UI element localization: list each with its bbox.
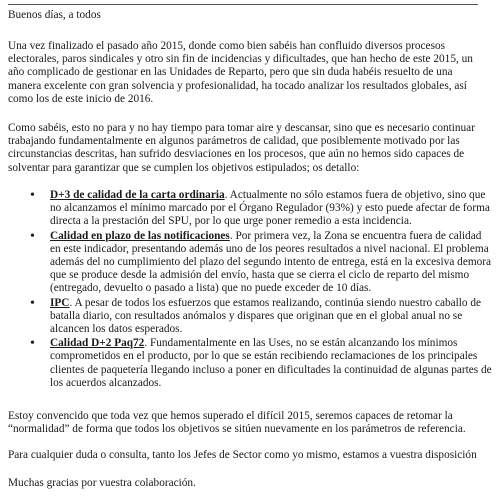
bullet-icon: • xyxy=(30,228,35,244)
paragraph-closing: Estoy convencido que toda vez que hemos superado el difícil 2015, seremos capaces de retomar la “normalidad” de forma que todos los objetivos se sitúen nuevamente en los parámetros de referencia. xyxy=(8,410,466,436)
paragraph-thanks: Muchas gracias por vuestra colaboración. xyxy=(8,477,196,489)
issue-title: D+3 de calidad de la carta ordinaria xyxy=(50,189,225,201)
top-rule xyxy=(8,4,478,5)
bullet-icon: • xyxy=(30,188,35,203)
list-item xyxy=(30,230,492,296)
issue-text: . Por primera vez, la Zona se encuentra fuera de calidad en este indicador, presentando además uno de los peores resultados a nivel nacional. El problema además del no cumplimiento del plazo del segundo intento de entrega, está en la excesiva demora que se produce desde la admisión del envío, hasta que se cierra el ciclo de reparto del mismo (entregado, devuelto o pasado a lista) que no puede exceder de 10 días. xyxy=(50,229,492,295)
bullet-icon: • xyxy=(30,336,35,352)
list-item xyxy=(30,337,492,390)
paragraph-contact: Para cualquier duda o consulta, tanto los Jefes de Sector como yo mismo, estamos a vuestra disposición xyxy=(8,449,477,461)
issue-title: Calidad D+2 Paq72 xyxy=(50,337,145,350)
quality-issues-list xyxy=(30,189,492,391)
paragraph-context: Como sabéis, esto no para y no hay tiempo para tomar aire y descansar, sino que es necesario continuar trabajando fundamentalmente en algunos parámetros de calidad, que posiblemente motivado por las circunstancias descritas, han sufrido desviaciones en los procesos, que aún no hemos sido capaces de solventar para garantizar que se cumplen los objetivos estipulados; os detallo: xyxy=(8,122,475,174)
issue-text: . A pesar de todos los esfuerzos que estamos realizando, continúa siendo nuestro caballo de batalla diario, con resultados anómalos y dispares que originan que en el global anual no se alcancen los datos esperados. xyxy=(50,296,482,336)
issue-text: . Actualmente no sólo estamos fuera de objetivo, sino que no alcanzamos el mínimo marcado por el Órgano Regulador (93%) y esto puede afectar de forma directa a la prestación del SPU, por lo que urge poner remedio a esta incidencia. xyxy=(50,189,490,228)
list-item xyxy=(30,189,492,229)
greeting: Buenos días, a todos xyxy=(8,9,101,21)
bullet-icon: • xyxy=(30,295,35,311)
issue-title: IPC xyxy=(50,296,70,309)
issue-title: Calidad en plazo de las notificaciones xyxy=(50,229,230,242)
paragraph-intro: Una vez finalizado el pasado año 2015, donde como bien sabéis han confluido diversos procesos electorales, paros sindicales y otro sin fin de incidencias y dificultades, que han hecho de este 2015, un año complicado de gestionar en las Unidades de Reparto, pero que sin duda habéis resuelto de una manera excelente con gran solvencia y profesionalidad, ha tocado analizar los resultados globales, así como los de este inicio de 2016. xyxy=(8,40,473,105)
list-item xyxy=(30,297,492,337)
issue-text: . Fundamentalmente en las Uses, no se están alcanzando los mínimos comprometidos en el producto, por lo que se están recibiendo reclamaciones de los principales clientes de paquetería llegando incluso a poner en dificultades la continuidad de algunas partes de los acuerdos alcanzados. xyxy=(50,337,492,389)
